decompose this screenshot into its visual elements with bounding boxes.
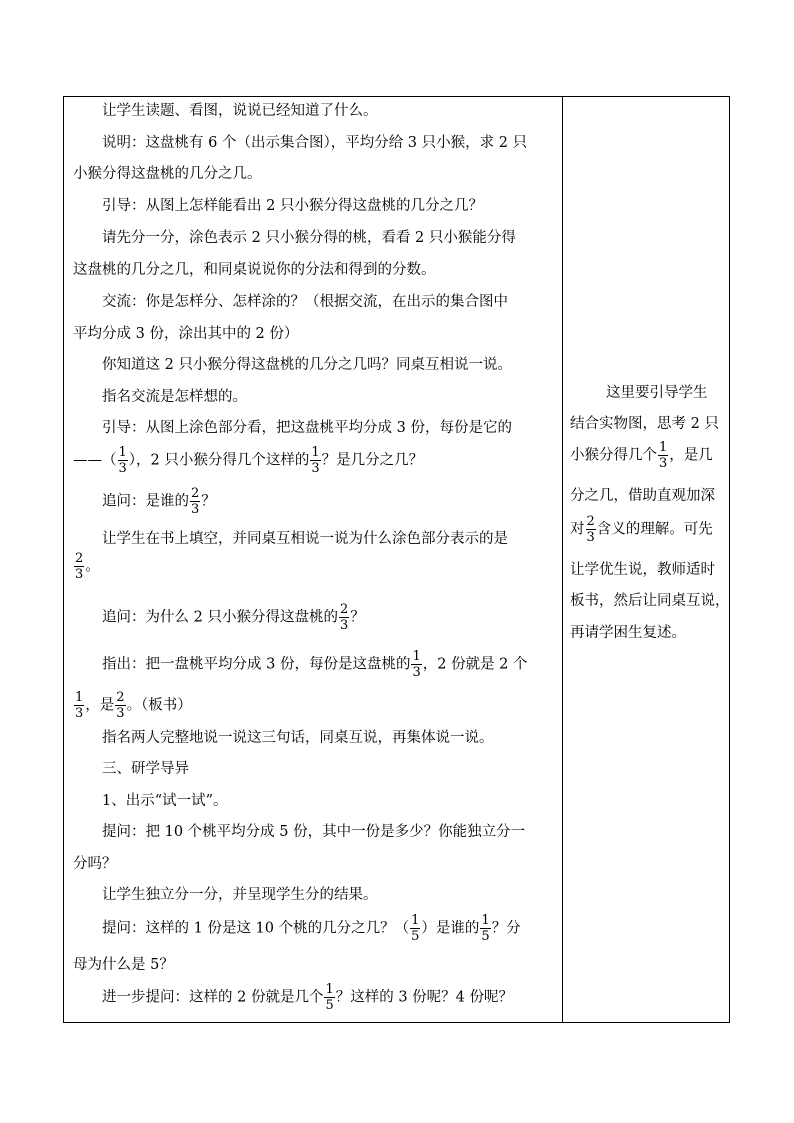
fraction	[410, 913, 420, 944]
fraction-denominator: 3	[311, 461, 320, 476]
text-run: 对	[570, 521, 585, 538]
text-run: 含义的理解。可先	[596, 521, 713, 538]
fraction-denominator: 3	[191, 502, 200, 517]
note-line	[570, 514, 713, 545]
fraction	[339, 602, 349, 633]
fraction	[658, 440, 668, 471]
fraction-numerator: 1	[118, 445, 127, 460]
fraction-numerator: 2	[75, 551, 84, 566]
text-line	[102, 486, 216, 517]
text-run: ）是谁的	[421, 920, 480, 937]
text-run: ），2 只小猴分得几个这样的	[128, 452, 310, 469]
fraction-numerator: 1	[481, 913, 490, 928]
text-run: ？这样的 3 份呢？4 份呢？	[335, 989, 514, 1006]
text-line: 小猴分得这盘桃的几分之几。	[73, 166, 262, 182]
text-line: 让学生读题、看图，说说已经知道了什么。	[102, 103, 378, 119]
fraction-numerator: 2	[586, 514, 595, 529]
fraction-denominator: 3	[118, 461, 127, 476]
text-run: 小猴分得几个	[570, 447, 657, 464]
text-line	[102, 649, 528, 680]
fraction	[118, 445, 128, 476]
text-run: ，2 份就是 2 个	[422, 656, 528, 673]
text-run: ？	[201, 493, 216, 510]
text-line	[102, 602, 365, 633]
fraction	[190, 486, 200, 517]
column-divider	[562, 97, 563, 1022]
note-line	[570, 440, 713, 471]
fraction	[115, 690, 125, 721]
text-line: 提问：把 10 个桃平均分成 5 份，其中一份是多少？你能独立分一	[102, 824, 526, 840]
fraction	[324, 982, 334, 1013]
text-line: 让学生在书上填空，并同桌互相说一说为什么涂色部分表示的是	[102, 531, 508, 547]
text-run: ？	[350, 609, 365, 626]
fraction-denominator: 3	[659, 456, 668, 471]
text-line	[73, 690, 192, 721]
text-line	[102, 913, 521, 944]
text-line: 请先分一分，涂色表示 2 只小猴分得的桃，看看 2 只小猴能分得	[102, 230, 516, 246]
text-line: 交流：你是怎样分、怎样涂的？（根据交流，在出示的集合图中	[102, 294, 508, 310]
text-line: 说明：这盘桃有 6 个（出示集合图），平均分给 3 只小猴，求 2 只	[102, 135, 528, 151]
note-line: 这里要引导学生	[606, 385, 708, 401]
fraction	[310, 445, 320, 476]
text-line: 引导：从图上怎样能看出 2 只小猴分得这盘桃的几分之几？	[102, 198, 483, 214]
lesson-table	[63, 96, 730, 1023]
fraction	[480, 913, 490, 944]
text-run: ？分	[491, 920, 521, 937]
text-run: 追问：为什么 2 只小猴分得这盘桃的	[102, 609, 338, 626]
fraction-denominator: 5	[481, 929, 490, 944]
fraction-denominator: 5	[411, 929, 420, 944]
text-line: 引导：从图上涂色部分看，把这盘桃平均分成 3 份，每份是它的	[102, 420, 512, 436]
note-line: 让学优生说，教师适时	[570, 562, 715, 578]
fraction-numerator: 1	[659, 440, 668, 455]
fraction-numerator: 2	[116, 690, 125, 705]
fraction-denominator: 3	[412, 665, 421, 680]
fraction-numerator: 1	[411, 913, 420, 928]
note-line: 结合实物图，思考 2 只	[570, 416, 719, 432]
text-run: 指出：把一盘桃平均分成 3 份，每份是这盘桃的	[102, 656, 411, 673]
fraction-denominator: 5	[325, 998, 334, 1013]
text-run: ，是	[85, 697, 115, 714]
text-line: 你知道这 2 只小猴分得这盘桃的几分之几吗？同桌互相说一说。	[102, 357, 512, 373]
section-heading: 三、研学导异	[102, 761, 189, 777]
fraction-numerator: 1	[311, 445, 320, 460]
fraction-numerator: 2	[191, 486, 200, 501]
text-line: 指名交流是怎样想的。	[102, 389, 247, 405]
fraction-denominator: 3	[586, 530, 595, 545]
text-line	[73, 551, 100, 582]
text-run: ，是几	[669, 447, 713, 464]
text-line	[73, 445, 423, 476]
fraction-denominator: 3	[116, 706, 125, 721]
text-line: 指名两人完整地说一说这三句话，同桌互说，再集体说一说。	[102, 730, 494, 746]
text-line: 1、出示“试一试”。	[102, 793, 228, 809]
text-run: ——（	[73, 452, 117, 469]
fraction-denominator: 3	[339, 618, 349, 633]
text-run: 追问：是谁的	[102, 493, 189, 510]
text-run: 。（板书）	[126, 697, 192, 714]
note-line: 板书，然后让同桌互说，	[570, 593, 730, 609]
text-line: 平均分成 3 份，涂出其中的 2 份）	[73, 326, 299, 342]
text-line: 分吗？	[73, 856, 117, 872]
fraction	[586, 514, 596, 545]
text-line: 这盘桃的几分之几，和同桌说说你的分法和得到的分数。	[73, 262, 436, 278]
fraction	[74, 551, 84, 582]
fraction	[411, 649, 421, 680]
note-line: 再请学困生复述。	[570, 625, 686, 641]
text-run: 提问：这样的 1 份是这 10 个桃的几分之几？（	[102, 920, 410, 937]
fraction-numerator: 1	[75, 690, 84, 705]
fraction-denominator: 3	[75, 567, 84, 582]
fraction	[74, 690, 84, 721]
text-run: 进一步提问：这样的 2 份就是几个	[102, 989, 324, 1006]
note-line: 分之几，借助直观加深	[570, 488, 715, 504]
text-line: 母为什么是 5？	[73, 957, 174, 973]
fraction-numerator: 2	[339, 602, 349, 617]
text-run: 。	[85, 558, 100, 575]
text-line	[102, 982, 513, 1013]
fraction-denominator: 3	[75, 706, 84, 721]
fraction-numerator: 1	[412, 649, 421, 664]
fraction-numerator: 1	[325, 982, 334, 997]
text-run: ？是几分之几？	[321, 452, 424, 469]
text-line: 让学生独立分一分，并呈现学生分的结果。	[102, 887, 378, 903]
